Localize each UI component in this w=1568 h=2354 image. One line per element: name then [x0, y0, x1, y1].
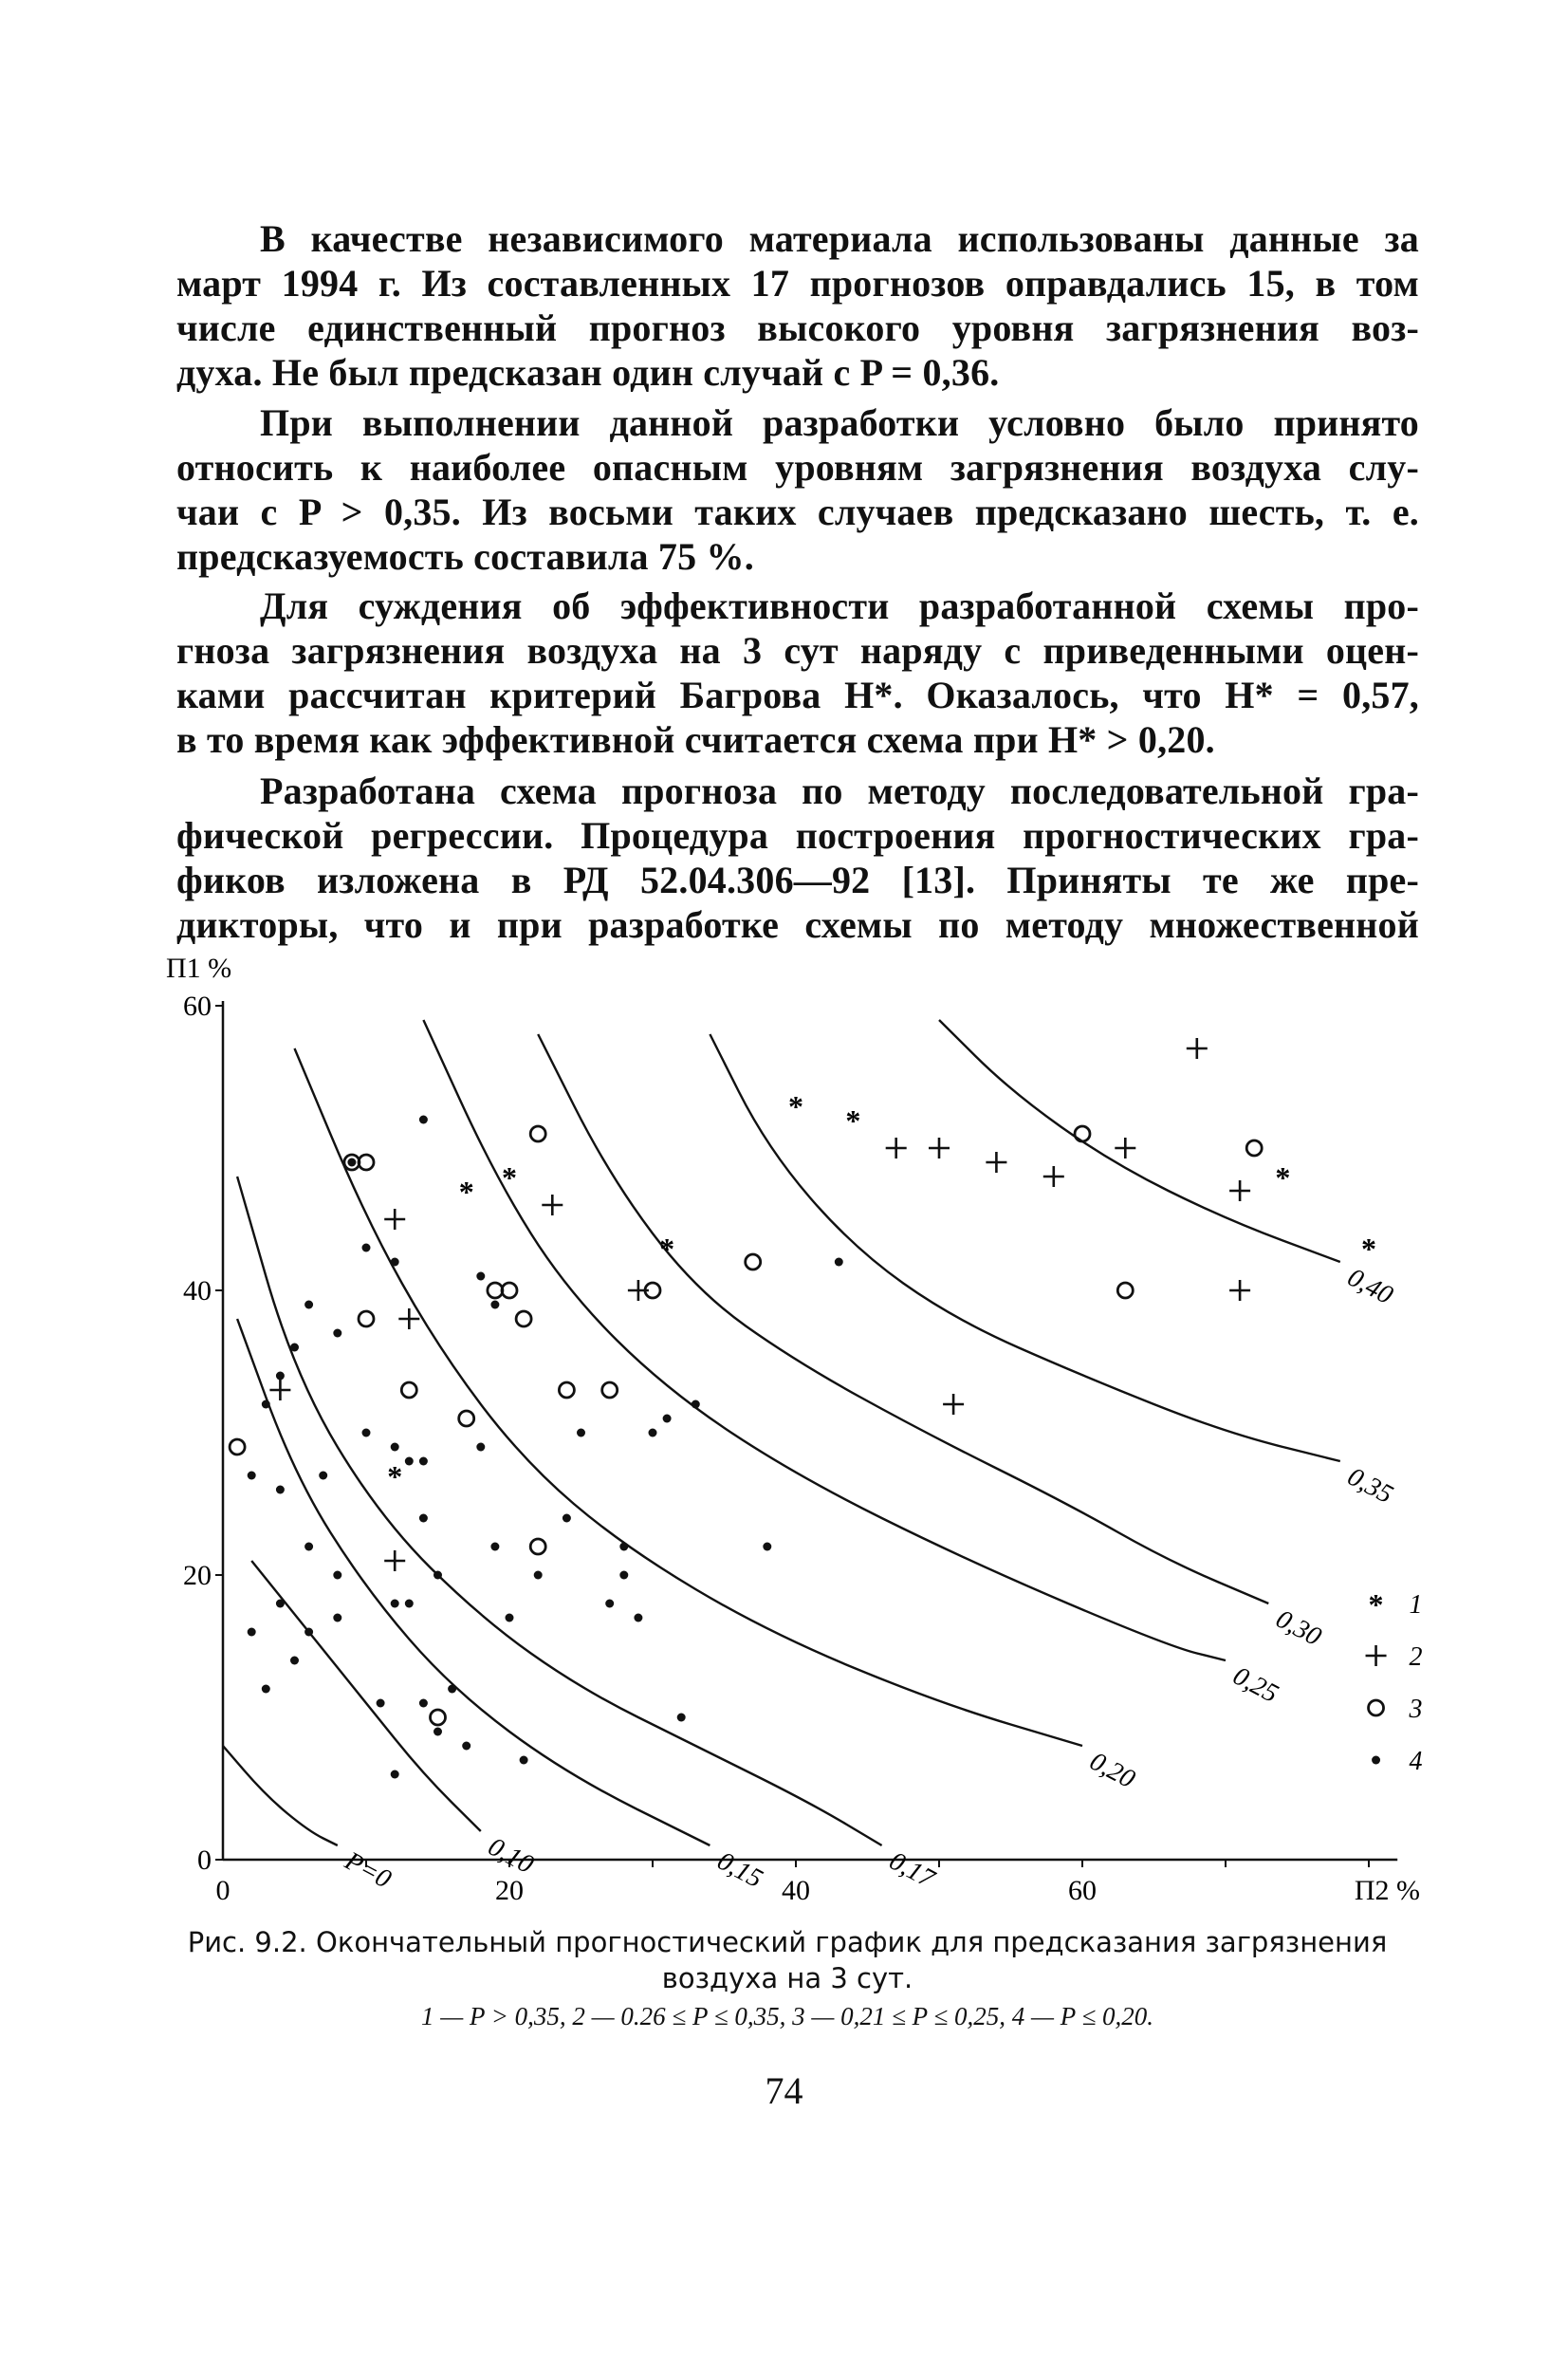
paragraph-2	[176, 400, 1419, 579]
data-point-4	[391, 1600, 399, 1608]
paragraph-line: В качестве независимого материала использованы данные за	[260, 217, 1419, 260]
data-point-4	[448, 1685, 456, 1694]
data-point-4	[476, 1443, 485, 1452]
data-point-3	[359, 1155, 374, 1170]
x-tick-label: 0	[215, 1875, 231, 1906]
data-point-3	[502, 1283, 517, 1298]
data-point-1: *	[1275, 1160, 1291, 1195]
data-point-4	[262, 1400, 270, 1409]
data-point-4	[835, 1258, 843, 1267]
data-point-4	[362, 1244, 371, 1252]
data-point-1: *	[659, 1232, 675, 1266]
paragraph-line: предсказуемость составила 75 %.	[176, 535, 754, 578]
data-point-4	[276, 1486, 285, 1494]
data-point-4	[304, 1543, 313, 1551]
paragraph-line: числе единственный прогноз высокого уровня загрязнения воз-	[176, 306, 1419, 349]
isoline	[423, 1020, 1226, 1660]
y-tick-label: 0	[197, 1844, 212, 1876]
isoline	[237, 1177, 882, 1845]
data-point-4	[290, 1657, 299, 1665]
isoline	[710, 1034, 1339, 1461]
isoline-label: 0,30	[1271, 1603, 1326, 1653]
legend-label: 3	[1409, 1695, 1423, 1724]
data-point-4	[391, 1770, 399, 1779]
data-point-2	[929, 1138, 950, 1158]
isoline-label: 0,17	[884, 1845, 940, 1895]
data-point-4	[419, 1514, 428, 1523]
data-point-4	[634, 1614, 642, 1622]
x-tick-label: 40	[782, 1875, 810, 1906]
x-axis-label: П2 %	[1354, 1875, 1421, 1906]
chart-points	[230, 1038, 1376, 1779]
legend-marker	[1369, 1700, 1384, 1715]
data-point-4	[405, 1600, 414, 1608]
data-point-4	[534, 1571, 543, 1580]
data-point-1: *	[502, 1160, 517, 1195]
y-tick-label: 20	[183, 1560, 212, 1591]
figure-caption-line1: Рис. 9.2. Окончательный прогностический график для предсказания загрязнения	[187, 1926, 1388, 1958]
isoline-label: 0,10	[483, 1831, 539, 1881]
data-point-4	[391, 1258, 399, 1267]
data-point-1: *	[788, 1089, 803, 1123]
data-point-4	[506, 1614, 514, 1622]
data-point-4	[333, 1571, 341, 1580]
data-point-2	[1043, 1166, 1064, 1187]
legend-label: 1	[1409, 1590, 1423, 1620]
paragraph-line: гноза загрязнения воздуха на 3 сут наряду с приведенными оцен-	[176, 629, 1419, 672]
data-point-3	[459, 1411, 474, 1426]
data-point-4	[304, 1301, 313, 1309]
data-point-4	[563, 1514, 571, 1523]
data-point-2	[886, 1138, 907, 1158]
data-point-4	[619, 1543, 628, 1551]
data-point-3	[359, 1311, 374, 1326]
data-point-4	[333, 1329, 341, 1338]
data-point-3	[488, 1283, 503, 1298]
isoline	[223, 1746, 338, 1845]
data-point-3	[530, 1539, 545, 1554]
data-point-1: *	[845, 1103, 861, 1138]
paragraph-line: относить к наиболее опасным уровням загрязнения воздуха слу-	[176, 446, 1419, 489]
data-point-4	[520, 1756, 528, 1765]
data-point-2	[943, 1394, 964, 1415]
data-point-2	[1115, 1138, 1135, 1158]
x-tick-label: 20	[495, 1875, 524, 1906]
paragraph-line: дикторы, что и при разработке схемы по методу множественной	[176, 903, 1419, 946]
data-point-4	[434, 1571, 442, 1580]
data-point-4	[663, 1415, 672, 1423]
data-point-4	[476, 1272, 485, 1281]
paragraph-line: ками рассчитан критерий Багрова H*. Оказалось, что H* = 0,57,	[176, 674, 1419, 716]
paragraph-line: Разработана схема прогноза по методу последовательной гра-	[260, 769, 1419, 812]
data-point-2	[542, 1195, 563, 1215]
data-point-4	[248, 1628, 256, 1637]
data-point-3	[1246, 1140, 1262, 1156]
data-point-4	[391, 1443, 399, 1452]
data-point-2	[398, 1308, 419, 1329]
data-point-2	[384, 1209, 405, 1230]
isoline-label: 0,20	[1084, 1746, 1140, 1795]
x-tick-label: 60	[1068, 1875, 1097, 1906]
data-point-4	[677, 1714, 686, 1722]
y-tick-label: 60	[183, 991, 212, 1022]
data-point-4	[605, 1600, 614, 1608]
data-point-2	[1229, 1280, 1250, 1301]
data-point-3	[230, 1439, 245, 1455]
data-point-4	[419, 1699, 428, 1708]
data-point-4	[577, 1429, 585, 1437]
data-point-1: *	[387, 1459, 403, 1493]
data-point-2	[986, 1152, 1006, 1173]
legend-label: 4	[1409, 1747, 1423, 1776]
data-point-3	[530, 1126, 545, 1141]
data-point-3	[1075, 1126, 1090, 1141]
isoline-label: 0,35	[1342, 1461, 1398, 1511]
paragraph-3	[176, 584, 1419, 762]
y-tick-label: 40	[183, 1275, 212, 1307]
isoline-label: 0,25	[1227, 1660, 1283, 1710]
chart-legend	[1366, 1587, 1423, 1776]
data-point-4	[304, 1628, 313, 1637]
data-point-4	[248, 1472, 256, 1480]
legend-label: 2	[1409, 1642, 1423, 1672]
isoline	[251, 1561, 481, 1831]
forecast-chart	[152, 939, 1423, 1945]
data-point-3	[602, 1382, 618, 1398]
data-point-4	[276, 1600, 285, 1608]
paragraph-line: При выполнении данной разработки условно было принято	[260, 401, 1419, 444]
data-point-4	[290, 1344, 299, 1352]
data-point-2	[269, 1380, 290, 1400]
data-point-3	[401, 1382, 416, 1398]
paragraph-line: март 1994 г. Из составленных 17 прогнозов оправдались 15, в том	[176, 262, 1419, 305]
figure-legend-text: 1 — P > 0,35, 2 — 0.26 ≤ P ≤ 0,35, 3 — 0,21 ≤ P ≤ 0,25, 4 — P ≤ 0,20.	[420, 2002, 1154, 2030]
legend-marker	[1366, 1645, 1387, 1666]
data-point-2	[1229, 1180, 1250, 1201]
data-point-1: *	[1361, 1232, 1376, 1266]
data-point-4	[490, 1543, 499, 1551]
y-axis-label: П1 %	[166, 953, 232, 984]
data-point-4	[419, 1116, 428, 1124]
data-point-4	[276, 1372, 285, 1381]
page-number: 74	[765, 2069, 803, 2112]
isoline	[237, 1319, 710, 1845]
isoline-label: 0,15	[712, 1845, 767, 1895]
data-point-4	[419, 1457, 428, 1466]
data-point-4	[347, 1158, 356, 1167]
data-point-4	[434, 1728, 442, 1736]
isoline-label: 0,40	[1342, 1262, 1398, 1311]
data-point-4	[619, 1571, 628, 1580]
data-point-4	[490, 1301, 499, 1309]
data-point-4	[319, 1472, 327, 1480]
data-point-4	[763, 1543, 771, 1551]
data-point-4	[333, 1614, 341, 1622]
data-point-2	[384, 1550, 405, 1571]
isoline	[538, 1034, 1268, 1603]
isoline	[939, 1020, 1340, 1262]
data-point-4	[362, 1429, 371, 1437]
isoline-label: P=0	[340, 1845, 397, 1895]
paragraph-line: чаи с P > 0,35. Из восьми таких случаев предсказано шесть, т. е.	[176, 491, 1419, 533]
data-point-4	[692, 1400, 700, 1409]
chart-isolines	[223, 1020, 1397, 1895]
data-point-4	[462, 1742, 470, 1751]
paragraph-line: духа. Не был предсказан один случай с P = 0,36.	[176, 351, 1000, 394]
data-point-3	[559, 1382, 574, 1398]
paragraph-line: в то время как эффективной считается схема при H* > 0,20.	[176, 718, 1215, 761]
data-point-3	[746, 1254, 761, 1270]
data-point-4	[405, 1457, 414, 1466]
data-point-3	[516, 1311, 531, 1326]
data-point-4	[649, 1429, 657, 1437]
data-point-3	[1117, 1283, 1133, 1298]
paragraph-line: фической регрессии. Процедура построения прогностических гра-	[176, 814, 1419, 857]
data-point-2	[1187, 1038, 1208, 1059]
paragraph-line: фиков изложена в РД 52.04.306—92 [13]. Приняты те же пре-	[176, 859, 1419, 901]
legend-marker: *	[1368, 1587, 1384, 1622]
paragraph-1	[176, 216, 1419, 395]
paragraph-4	[176, 769, 1419, 947]
data-point-4	[377, 1699, 385, 1708]
data-point-3	[431, 1710, 446, 1725]
data-point-4	[262, 1685, 270, 1694]
legend-marker	[1372, 1756, 1380, 1765]
figure-caption-line2: воздуха на 3 сут.	[661, 1962, 913, 1994]
paragraph-line: Для суждения об эффективности разработанной схемы про-	[260, 584, 1419, 627]
data-point-1: *	[458, 1175, 474, 1209]
